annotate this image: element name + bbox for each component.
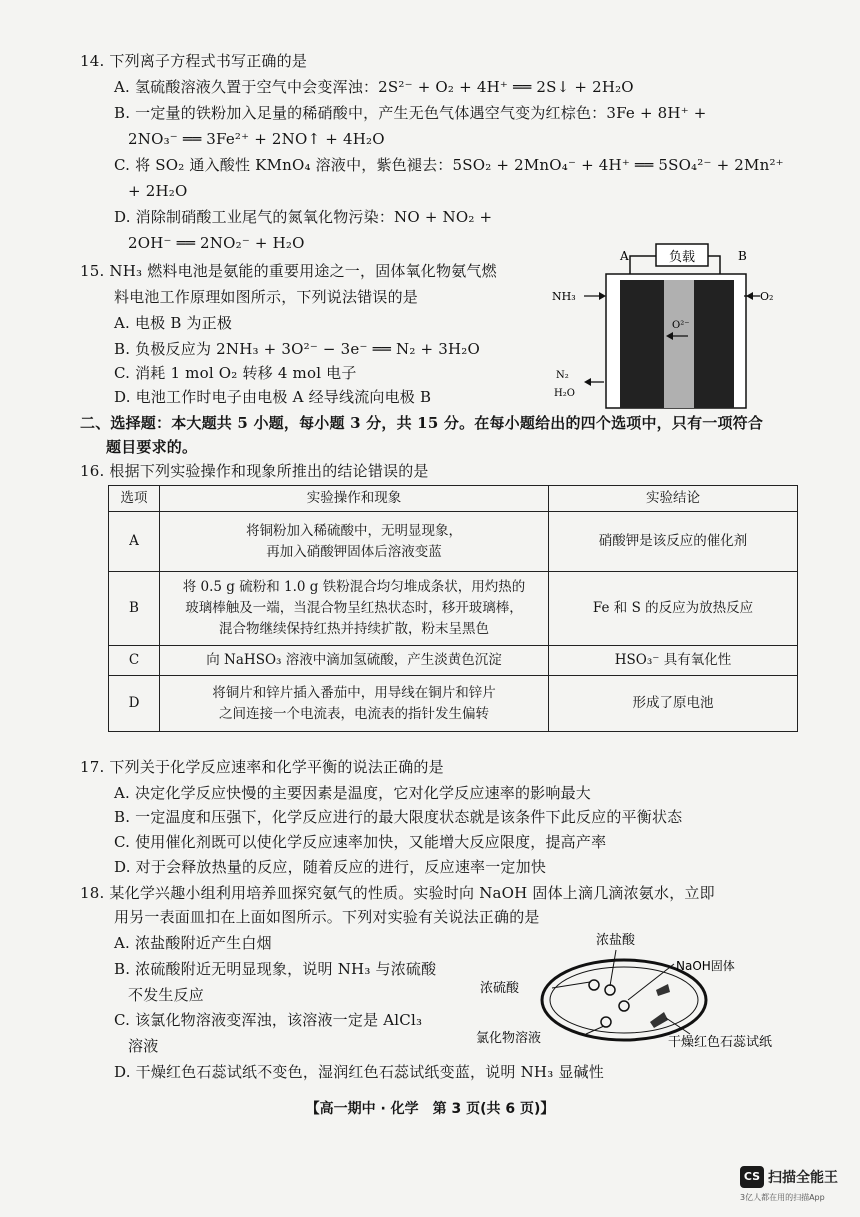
q15-stem: 15. NH₃ 燃料电池是氨能的重要用途之一，固体氧化物氨气燃 <box>80 262 497 280</box>
table-row <box>109 572 798 646</box>
q18-option-c-cont: 溶液 <box>128 1037 159 1055</box>
hcl-label: 浓盐酸 <box>596 933 636 948</box>
operation-line: 玻璃棒触及一端，当混合物呈红热状态时，移开玻璃棒， <box>185 600 523 616</box>
scanner-app-name: 扫描全能王 <box>768 1170 838 1186</box>
page-footer: 【高一期中 · 化学 第 3 页(共 6 页)】 <box>305 1101 555 1117</box>
table-cell-conclusion: 硝酸钾是该反应的催化剂 <box>549 512 798 572</box>
petri-dish-diagram <box>476 930 796 1050</box>
nh3-label: NH₃ <box>552 290 576 303</box>
table-header-conclusion: 实验结论 <box>549 486 798 512</box>
table-header-operation: 实验操作和现象 <box>160 486 549 512</box>
q18-option-b: B. 浓硫酸附近无明显现象，说明 NH₃ 与浓硫酸 <box>114 960 437 978</box>
chloride-well <box>601 1017 611 1027</box>
q15-option-d: D. 电池工作时电子由电极 A 经导线流向电极 B <box>114 388 432 406</box>
q14-option-d: D. 消除制硝酸工业尾气的氮氧化物污染：NO + NO₂ + <box>114 208 493 226</box>
q15-option-a: A. 电极 B 为正极 <box>114 314 233 332</box>
q18-option-d: D. 干燥红色石蕊试纸不变色，湿润红色石蕊试纸变蓝，说明 NH₃ 显碱性 <box>114 1063 604 1081</box>
operation-line: 将 0.5 g 硫粉和 1.0 g 铁粉混合均匀堆成条状，用灼热的 <box>182 579 526 595</box>
q14-option-b-cont: 2NO₃⁻ ══ 3Fe²⁺ + 2NO↑ + 4H₂O <box>128 130 385 148</box>
q17-option-b: B. 一定温度和压强下，化学反应进行的最大限度状态就是该条件下此反应的平衡状态 <box>114 808 683 826</box>
table-row <box>109 512 798 572</box>
litmus-label: 干燥红色石蕊试纸 <box>668 1035 773 1050</box>
q14-option-d-cont: 2OH⁻ ══ 2NO₂⁻ + H₂O <box>128 234 305 252</box>
electrode-b <box>694 280 734 408</box>
q14-option-c: C. 将 SO₂ 通入酸性 KMnO₄ 溶液中，紫色褪去：5SO₂ + 2MnO₄⁻ + 4H⁺ ══ 5SO₄²⁻ + 2Mn²⁺ <box>114 156 784 174</box>
electrode-b-label: B <box>738 249 747 263</box>
section-two-heading: 二、选择题：本大题共 5 小题，每小题 3 分，共 15 分。在每小题给出的四个选项中，只有一项符合 <box>80 414 764 432</box>
scanner-watermark <box>740 1166 852 1210</box>
n2-label: N₂ <box>556 370 569 381</box>
naoh-solid-shape <box>656 984 670 996</box>
table-cell-conclusion: 形成了原电池 <box>549 676 798 732</box>
h2o-label: H₂O <box>554 388 575 399</box>
q18-option-c: C. 该氯化物溶液变浑浊，该溶液一定是 AlCl₃ <box>114 1011 423 1029</box>
naoh-well <box>619 1001 629 1011</box>
electrode-a-label: A <box>620 249 629 263</box>
q17-stem: 17. 下列关于化学反应速率和化学平衡的说法正确的是 <box>80 758 444 776</box>
fuel-cell-diagram <box>548 236 780 412</box>
operation-line: 混合物继续保持红热并持续扩散，粉末呈黑色 <box>219 621 489 637</box>
oxide-ion-label: O²⁻ <box>672 320 690 331</box>
table-cell-operation <box>160 512 549 572</box>
q14-option-c-cont: + 2H₂O <box>128 182 188 200</box>
table-cell-conclusion: Fe 和 S 的反应为放热反应 <box>549 572 798 646</box>
q14-option-a: A. 氢硫酸溶液久置于空气中会变浑浊：2S²⁻ + O₂ + 4H⁺ ══ 2S↓ + 2H₂O <box>114 78 634 96</box>
h2so4-label: 浓硫酸 <box>480 981 520 996</box>
q17-option-a: A. 决定化学反应快慢的主要因素是温度，它对化学反应速率的影响最大 <box>114 784 591 802</box>
table-header-row <box>109 486 798 512</box>
hcl-well <box>605 985 615 995</box>
table-cell-option: C <box>109 646 160 676</box>
q16-table <box>108 485 798 732</box>
operation-line: 将铜片和锌片插入番茄中，用导线在铜片和锌片 <box>212 684 496 701</box>
q18-stem-cont: 用另一表面皿扣在上面如图所示。下列对实验有关说法正确的是 <box>114 908 540 926</box>
q17-option-c: C. 使用催化剂既可以使化学反应速率加快，又能增大反应限度，提高产率 <box>114 833 607 851</box>
table-cell-operation <box>160 646 549 676</box>
q18-option-a: A. 浓盐酸附近产生白烟 <box>114 934 272 952</box>
chloride-label: 氯化物溶液 <box>476 1031 542 1046</box>
table-cell-option: D <box>109 676 160 732</box>
table-cell-option: A <box>109 512 160 572</box>
section-two-heading-cont: 题目要求的。 <box>106 438 198 456</box>
operation-line: 之间连接一个电流表，电流表的指针发生偏转 <box>219 705 489 722</box>
electrode-a <box>620 280 664 408</box>
table-cell-conclusion: HSO₃⁻ 具有氧化性 <box>549 646 798 676</box>
dish-inner-rim <box>550 967 698 1033</box>
q18-option-b-cont: 不发生反应 <box>128 986 205 1004</box>
litmus-paper-shape <box>650 1012 668 1028</box>
q15-stem-cont: 料电池工作原理如图所示，下列说法错误的是 <box>114 288 419 306</box>
table-row <box>109 676 798 732</box>
operation-line: 将铜粉加入稀硫酸中，无明显现象， <box>246 522 462 539</box>
h2so4-well <box>589 980 599 990</box>
q15-option-b: B. 负极反应为 2NH₃ + 3O²⁻ − 3e⁻ ══ N₂ + 3H₂O <box>114 340 480 358</box>
table-cell-operation <box>160 572 549 646</box>
scanner-tagline: 3亿人都在用的扫描App <box>740 1193 825 1202</box>
operation-line: 向 NaHSO₃ 溶液中滴加氢硫酸，产生淡黄色沉淀 <box>206 652 502 668</box>
q16-stem: 16. 根据下列实验操作和现象所推出的结论错误的是 <box>80 462 429 480</box>
q15-option-c: C. 消耗 1 mol O₂ 转移 4 mol 电子 <box>114 364 357 382</box>
table-cell-operation <box>160 676 549 732</box>
q14-stem: 14. 下列离子方程式书写正确的是 <box>80 52 308 70</box>
o2-label: O₂ <box>760 290 774 303</box>
operation-line: 再加入硝酸钾固体后溶液变蓝 <box>266 543 442 560</box>
q14-option-b: B. 一定量的铁粉加入足量的稀硝酸中，产生无色气体遇空气变为红棕色：3Fe + 8H⁺ + <box>114 104 707 122</box>
table-header-option: 选项 <box>109 486 160 512</box>
q17-option-d: D. 对于会释放热量的反应，随着反应的进行，反应速率一定加快 <box>114 858 547 876</box>
cs-logo-icon: CS <box>740 1166 764 1188</box>
load-label: 负载 <box>668 250 696 265</box>
naoh-label: NaOH固体 <box>676 959 735 973</box>
table-cell-option: B <box>109 572 160 646</box>
electrolyte <box>664 280 694 408</box>
table-row <box>109 646 798 676</box>
q18-stem: 18. 某化学兴趣小组利用培养皿探究氨气的性质。实验时向 NaOH 固体上滴几滴浓氨水，立即 <box>80 884 715 902</box>
